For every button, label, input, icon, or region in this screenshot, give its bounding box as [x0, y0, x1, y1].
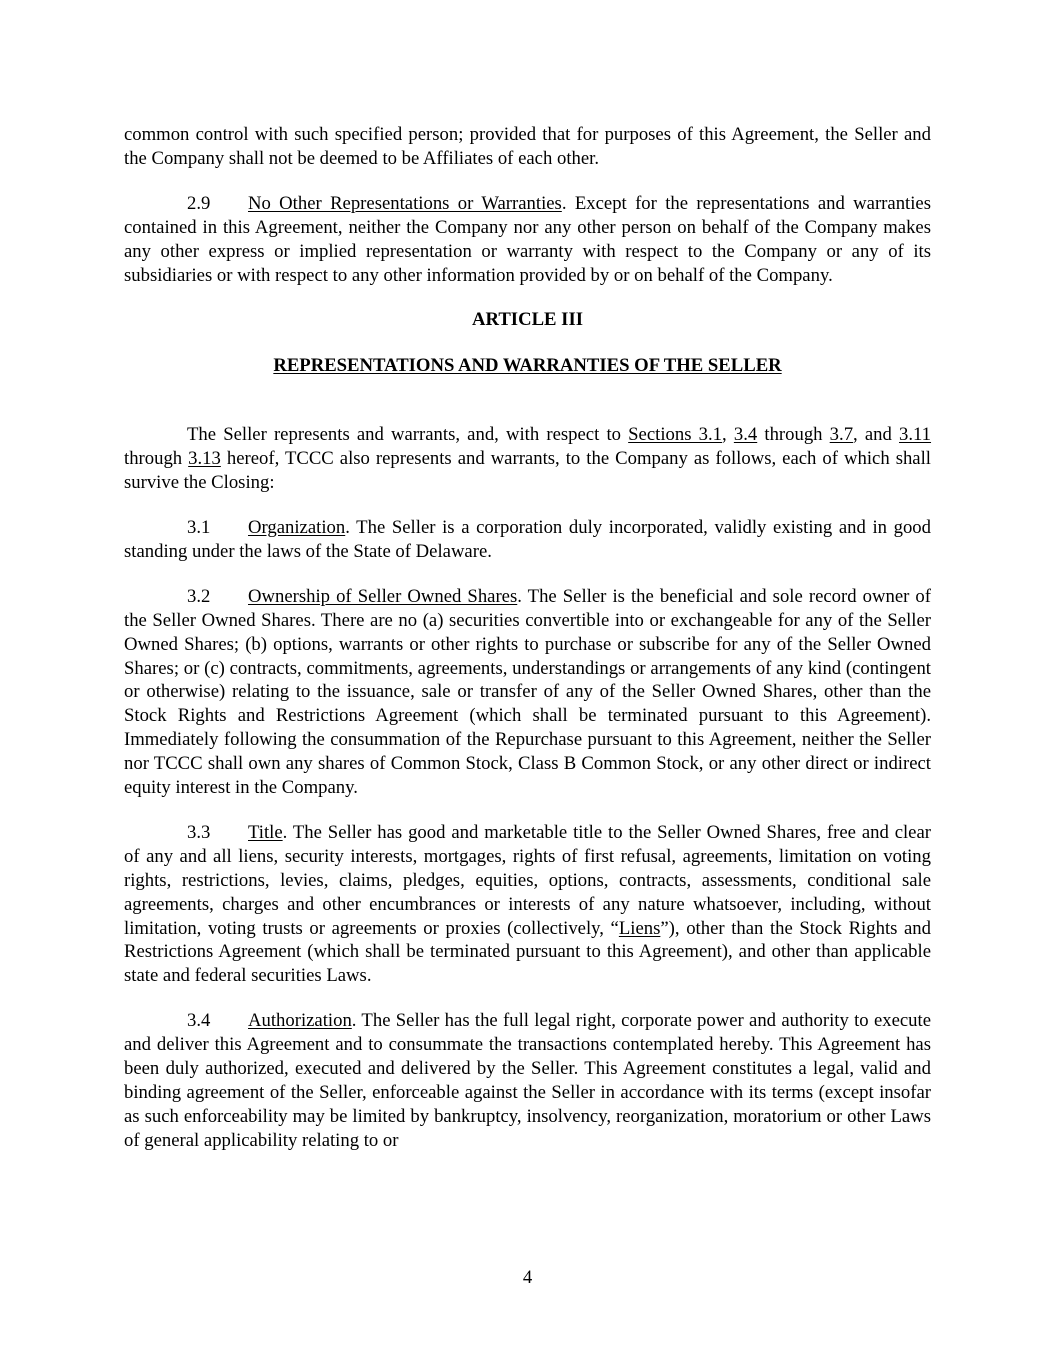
intro-text: , and [853, 424, 900, 446]
section-body: . The Seller is the beneficial and sole record owner of the Seller Owned Shares. There are no (a) securities convertible into or exchangeable for any of the Seller Owned Shares; (b) options, warrants or other rights to purchase or subscribe for any of the Seller Owned Shares; or (c) contracts, commitments, agreements, understandings or arrangements of any kind (contingent or otherwise) relating to the issuance, sale or transfer of any of the Seller Owned Shares, other than the Stock Rights and Restrictions Agreement (which shall be terminated pursuant to this Agreement). Immediately following the consummation of the Repurchase pursuant to this Agreement, neither the Seller nor TCCC shall own any shares of Common Stock, Class B Common Stock, or any other direct or indirect equity interest in the Company. [124, 585, 931, 799]
article-title [124, 354, 931, 378]
section-body: . The Seller has good and marketable title to the Seller Owned Shares, free and clear of any and all liens, security interests, mortgages, rights of first refusal, agreements, limitation on voting rights, restrictions, levies, claims, pledges, equities, options, contracts, assessments, conditional sale agreements, charges and other encumbrances or interests of any nature whatsoever, including, without limitation, voting trusts or agreements or proxies (collectively, “ [124, 821, 931, 939]
section-reference: 3.4 [733, 424, 758, 446]
section-title: Organization [248, 516, 346, 538]
continuation-paragraph [124, 123, 931, 171]
section-3-4 [124, 1009, 931, 1152]
article-title-text: REPRESENTATIONS AND WARRANTIES OF THE SELLER [273, 355, 782, 377]
continuation-text: common control with such specified person; provided that for purposes of this Agreement, the Seller and the Company shall not be deemed to be Affiliates of each other. [124, 124, 931, 169]
section-number: 3.1 [187, 516, 211, 538]
article-intro [124, 423, 931, 495]
section-title: Authorization [248, 1010, 352, 1032]
section-title: No Other Representations or Warranties [248, 192, 562, 214]
document-body [124, 123, 931, 1153]
section-number: 2.9 [187, 192, 211, 214]
section-body: . The Seller has the full legal right, corporate power and authority to execute and deliver this Agreement and to consummate the transactions contemplated hereby. This Agreement has been duly authorized, executed and delivered by the Seller. This Agreement constitutes a legal, valid and binding agreement of the Seller, enforceable against the Seller in accordance with its terms (except insofar as such enforceability may be limited by bankruptcy, insolvency, reorganization, moratorium or other Laws of general applicability relating to or [124, 1010, 931, 1151]
article-label: ARTICLE III [472, 309, 583, 331]
section-body: . The Seller is a corporation duly incorporated, validly existing and in good standing under the laws of the State of Delaware. [124, 516, 931, 562]
section-body: ”), other than the Stock Rights and Restrictions Agreement (which shall be terminated pursuant to this Agreement), and other than applicable state and federal securities Laws. [124, 917, 931, 987]
section-2-9 [124, 192, 931, 288]
intro-text: through [757, 424, 830, 446]
section-reference: 3.13 [188, 448, 221, 470]
section-title: Ownership of Seller Owned Shares [248, 585, 518, 607]
defined-term: Liens [618, 917, 661, 939]
section-3-1 [124, 516, 931, 564]
intro-text: hereof, TCCC also represents and warrants, to the Company as follows, each of which shall survive the Closing: [124, 448, 931, 494]
section-title: Title [248, 821, 283, 843]
section-3-2 [124, 585, 931, 800]
section-number: 3.3 [187, 821, 211, 843]
section-reference: 3.11 [899, 424, 932, 446]
section-body: . Except for the representations and warranties contained in this Agreement, neither the Company nor any other person on behalf of the Company makes any other express or implied representation or warranty with respect to the Company or any of its subsidiaries or with respect to any other information provided by or on behalf of the Company. [124, 192, 931, 286]
section-3-3 [124, 821, 931, 988]
section-reference: Sections 3.1 [628, 424, 723, 446]
page-number: 4 [522, 1267, 533, 1288]
section-reference: 3.7 [829, 424, 854, 446]
section-number: 3.4 [187, 1010, 211, 1032]
section-number: 3.2 [187, 585, 211, 607]
intro-text: through [124, 448, 189, 470]
intro-text: , [722, 424, 734, 446]
intro-text: The Seller represents and warrants, and, with respect to [187, 424, 629, 446]
